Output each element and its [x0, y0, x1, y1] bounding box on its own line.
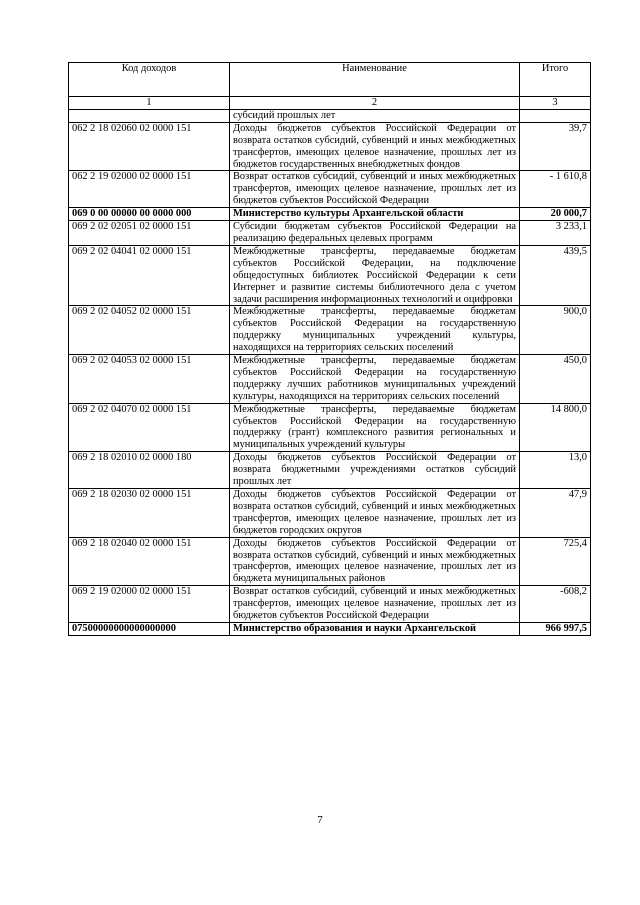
header-total: Итого	[520, 63, 591, 97]
column-number-3: 3	[520, 97, 591, 110]
total-cell: 14 800,0	[520, 403, 591, 452]
table-row	[69, 245, 591, 306]
table-row	[69, 355, 591, 404]
name-cell: Субсидии бюджетам субъектов Российской Федерации на реализацию федеральных целевых программ	[230, 221, 520, 246]
total-cell: 20 000,7	[520, 208, 591, 221]
name-cell: Доходы бюджетов субъектов Российской Федерации от возврата остатков субсидий, субвенций и иных межбюджетных трансфертов, имеющих целевое назначение, прошлых лет из бюджетов городских округов	[230, 489, 520, 538]
total-cell: - 1 610,8	[520, 171, 591, 208]
revenue-code-cell: 069 2 19 02000 02 0000 151	[69, 586, 230, 623]
table-row	[69, 403, 591, 452]
name-cell: Доходы бюджетов субъектов Российской Федерации от возврата остатков субсидий, субвенций и иных межбюджетных трансфертов, имеющих целевое назначение, прошлых лет из бюджетов государственных внебюджетных фондов	[230, 122, 520, 171]
table-row	[69, 208, 591, 221]
table-row	[69, 109, 591, 122]
revenue-table	[68, 62, 591, 636]
revenue-code-cell: 062 2 19 02000 02 0000 151	[69, 171, 230, 208]
total-cell: 439,5	[520, 245, 591, 306]
revenue-code-cell: 069 2 02 04041 02 0000 151	[69, 245, 230, 306]
total-cell: 3 233,1	[520, 221, 591, 246]
total-cell: 13,0	[520, 452, 591, 489]
revenue-code-cell: 069 2 02 04052 02 0000 151	[69, 306, 230, 355]
name-cell: Возврат остатков субсидий, субвенций и иных межбюджетных трансфертов, имеющих целевое назначение, прошлых лет из бюджетов субъектов Российской Федерации	[230, 586, 520, 623]
total-cell: 725,4	[520, 537, 591, 586]
revenue-code-cell: 069 2 18 02040 02 0000 151	[69, 537, 230, 586]
revenue-code-cell	[69, 109, 230, 122]
revenue-code-cell: 069 2 02 04053 02 0000 151	[69, 355, 230, 404]
name-cell: Межбюджетные трансферты, передаваемые бюджетам субъектов Российской Федерации на государственную поддержку лучших работников муниципальных учреждений культуры, находящихся на территориях сельских поселений	[230, 355, 520, 404]
header-name: Наименование	[230, 63, 520, 97]
name-cell: Министерство культуры Архангельской области	[230, 208, 520, 221]
column-number-row	[69, 97, 591, 110]
column-number-1: 1	[69, 97, 230, 110]
name-cell: Межбюджетные трансферты, передаваемые бюджетам субъектов Российской Федерации на государственную поддержку (грант) комплексного развития региональных и муниципальных учреждений культуры	[230, 403, 520, 452]
table-row	[69, 622, 591, 635]
total-cell	[520, 109, 591, 122]
revenue-code-cell: 069 2 02 04070 02 0000 151	[69, 403, 230, 452]
total-cell: 47,9	[520, 489, 591, 538]
revenue-code-cell: 069 2 18 02030 02 0000 151	[69, 489, 230, 538]
name-cell: Межбюджетные трансферты, передаваемые бюджетам субъектов Российской Федерации, на подключение общедоступных библиотек Российской Федерации к сети Интернет и развитие системы библиотечного дела с учетом задачи расширения информационных технологий и оцифровки	[230, 245, 520, 306]
total-cell: 450,0	[520, 355, 591, 404]
table-body	[69, 109, 591, 635]
revenue-code-cell: 069 2 02 02051 02 0000 151	[69, 221, 230, 246]
table-row	[69, 221, 591, 246]
header-revenue-code: Код доходов	[69, 63, 230, 97]
revenue-code-cell: 069 0 00 00000 00 0000 000	[69, 208, 230, 221]
name-cell: Министерство образования и науки Архангельской	[230, 622, 520, 635]
table-row	[69, 306, 591, 355]
revenue-code-cell: 062 2 18 02060 02 0000 151	[69, 122, 230, 171]
table-header-row	[69, 63, 591, 97]
table-row	[69, 452, 591, 489]
total-cell: 966 997,5	[520, 622, 591, 635]
table-row	[69, 586, 591, 623]
revenue-code-cell: 069 2 18 02010 02 0000 180	[69, 452, 230, 489]
column-number-2: 2	[230, 97, 520, 110]
total-cell: 900,0	[520, 306, 591, 355]
name-cell: Доходы бюджетов субъектов Российской Федерации от возврата бюджетными учреждениями остатков субсидий прошлых лет	[230, 452, 520, 489]
table-row	[69, 537, 591, 586]
total-cell: 39,7	[520, 122, 591, 171]
table-row	[69, 122, 591, 171]
total-cell: -608,2	[520, 586, 591, 623]
table-row	[69, 171, 591, 208]
name-cell: Межбюджетные трансферты, передаваемые бюджетам субъектов Российской Федерации на государственную поддержку муниципальных учреждений культуры, находящихся на территориях сельских поселений	[230, 306, 520, 355]
name-cell: Доходы бюджетов субъектов Российской Федерации от возврата остатков субсидий, субвенций и иных межбюджетных трансфертов, имеющих целевое назначение, прошлых лет из бюджета муниципальных районов	[230, 537, 520, 586]
revenue-code-cell: 07500000000000000000	[69, 622, 230, 635]
page-number: 7	[317, 814, 323, 826]
name-cell: субсидий прошлых лет	[230, 109, 520, 122]
table-row	[69, 489, 591, 538]
name-cell: Возврат остатков субсидий, субвенций и иных межбюджетных трансфертов, имеющих целевое назначение, прошлых лет из бюджетов субъектов Российской Федерации	[230, 171, 520, 208]
